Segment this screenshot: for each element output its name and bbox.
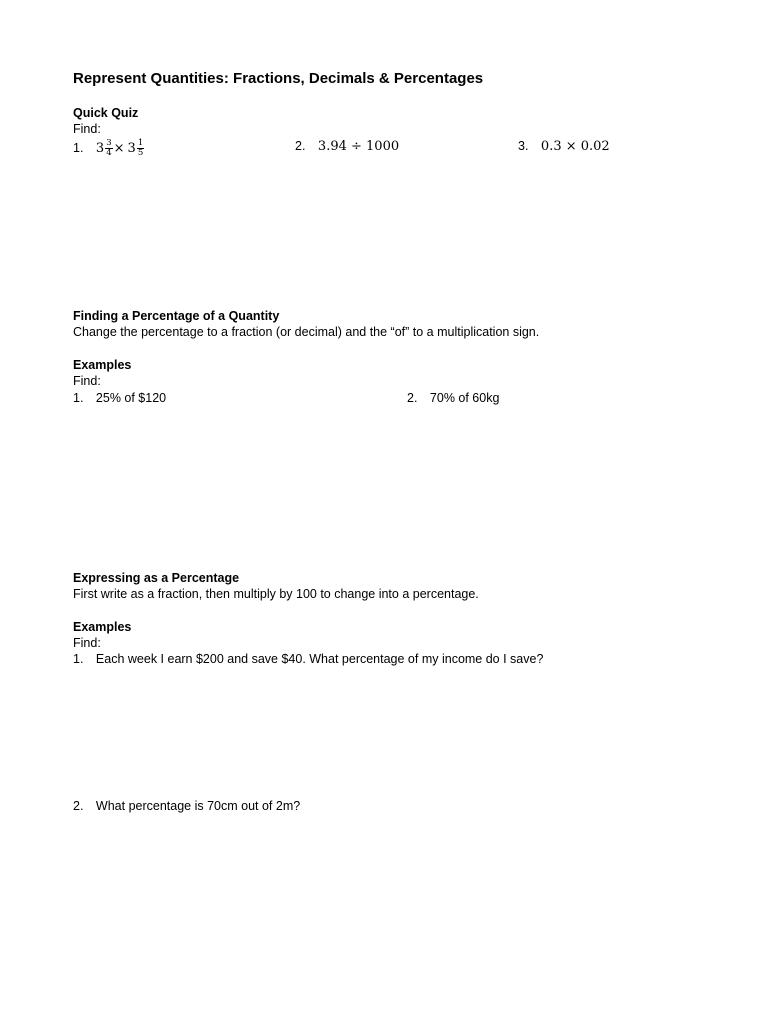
mixed-number-1-whole: 3 bbox=[95, 141, 105, 156]
expressing-example-1 bbox=[73, 652, 543, 666]
expressing-example-2-number: 2. bbox=[73, 799, 84, 813]
fraction-2-numerator: 1 bbox=[137, 138, 144, 148]
fraction-1-numerator: 3 bbox=[106, 138, 112, 148]
page-title: Represent Quantities: Fractions, Decimals & Percentages bbox=[73, 70, 484, 87]
quiz-item-3-expression: 0.3 × 0.02 bbox=[540, 139, 610, 154]
expressing-example-1-text: Each week I earn $200 and save $40. What percentage of my income do I save? bbox=[95, 652, 544, 666]
quiz-item-2-expression: 3.94 ÷ 1000 bbox=[317, 139, 400, 154]
finding-example-1 bbox=[73, 391, 166, 405]
finding-examples-heading: Examples bbox=[73, 358, 132, 372]
expressing-example-1-number: 1. bbox=[73, 652, 84, 666]
expressing-percentage-heading: Expressing as a Percentage bbox=[73, 571, 240, 585]
quick-quiz-heading: Quick Quiz bbox=[73, 106, 139, 120]
quiz-item-2-number: 2. bbox=[295, 139, 306, 153]
finding-percentage-description: Change the percentage to a fraction (or decimal) and the “of” to a multiplication sign. bbox=[73, 325, 540, 339]
quiz-item-3-number: 3. bbox=[518, 139, 529, 153]
quiz-item-1-number: 1. bbox=[73, 141, 84, 155]
quiz-item-1 bbox=[73, 139, 145, 158]
finding-example-1-number: 1. bbox=[73, 391, 84, 405]
expressing-percentage-description: First write as a fraction, then multiply by 100 to change into a percentage. bbox=[73, 587, 479, 601]
expressing-examples-heading: Examples bbox=[73, 620, 132, 634]
finding-example-2 bbox=[407, 391, 499, 405]
quiz-item-3 bbox=[518, 139, 610, 154]
finding-percentage-heading: Finding a Percentage of a Quantity bbox=[73, 309, 280, 323]
finding-example-2-text: 70% of 60kg bbox=[429, 391, 500, 405]
mixed-number-2-whole: 3 bbox=[127, 141, 136, 156]
finding-example-1-text: 25% of $120 bbox=[95, 391, 167, 405]
quiz-item-2 bbox=[295, 139, 399, 154]
quick-quiz-instruction: Find: bbox=[73, 122, 101, 136]
fraction-1-denominator: 4 bbox=[106, 148, 112, 158]
multiply-operator: × bbox=[113, 141, 125, 156]
quiz-item-1-expression bbox=[95, 138, 145, 158]
finding-example-2-number: 2. bbox=[407, 391, 418, 405]
expressing-example-2-text: What percentage is 70cm out of 2m? bbox=[95, 799, 301, 813]
expressing-instruction: Find: bbox=[73, 636, 101, 650]
fraction-2 bbox=[137, 139, 144, 158]
fraction-2-denominator: 5 bbox=[137, 148, 144, 158]
finding-instruction: Find: bbox=[73, 374, 101, 388]
fraction-1 bbox=[105, 139, 112, 158]
expressing-example-2 bbox=[73, 799, 300, 813]
